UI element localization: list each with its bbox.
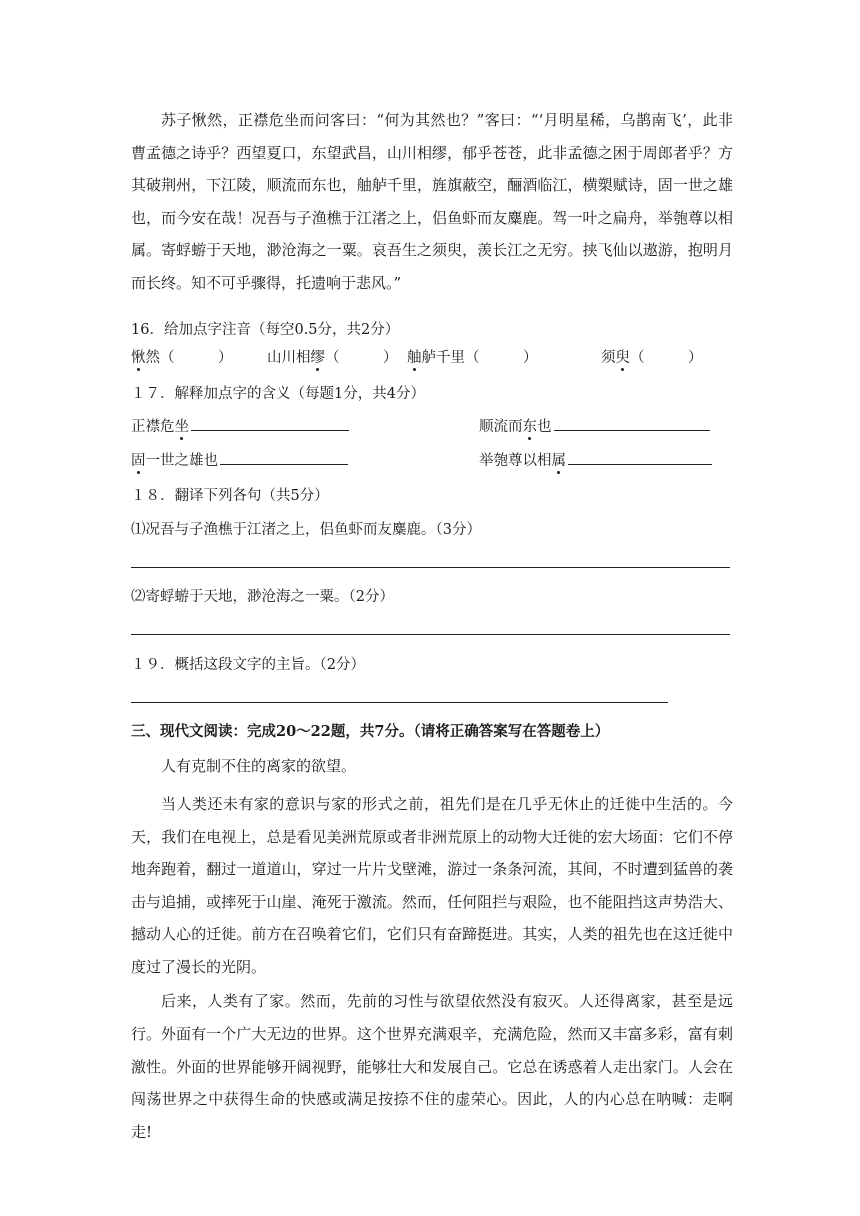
q16-item-2-pre: 山川相	[267, 350, 311, 366]
q16-item-4-pre: 须	[601, 350, 616, 366]
q16-item-4-dotted-char: 臾	[615, 350, 630, 366]
q17-item-1	[131, 414, 349, 436]
q17-item-3-answer-blank[interactable]	[220, 448, 348, 465]
question-17-prompt: １７．解释加点字的含义（每题1分，共4分）	[131, 386, 425, 402]
q16-item-2	[267, 346, 398, 367]
q16-item-1-dotted-char: 愀	[131, 350, 146, 366]
q16-item-1	[131, 346, 233, 367]
classical-passage: 苏子愀然，正襟危坐而问客曰：“何为其然也？”客曰：“‘月明星稀，乌鹊南飞’，此非曹孟德之诗乎？西望夏口，东望武昌，山川相缪，郁乎苍苍，此非孟德之困于周郎者乎？方其破荆州，下江陵，顺流而东也，舳舻千里，旌旗蔽空，酾酒临江，横槊赋诗，固一世之雄也，而今安在哉！况吾与子渔樵于江渚之上，侣鱼虾而友麋鹿。驾一叶之扁舟，举匏尊以相属。寄蜉蝣于天地，渺沧海之一粟。哀吾生之须臾，羡长江之无穷。挟飞仙以遨游，抱明月而长终。知不可乎骤得，托遗响于悲风。”	[131, 111, 733, 292]
q17-item-4-dotted-char: 属	[551, 453, 566, 469]
q17-item-2-dotted-char: 东	[522, 419, 537, 435]
question-16-prompt: 16．给加点字注音（每空0.5分，共2分）	[131, 322, 400, 338]
q16-item-2-post: （ ）	[325, 350, 398, 366]
section-3-heading: 三、现代文阅读：完成20～22题，共7分。（请将正确答案写在答题卷上）	[131, 723, 610, 740]
modern-paragraph-2: 当人类还未有家的意识与家的形式之前，祖先们是在几乎无休止的迁徙中生活的。今天，我们在电视上，总是看见美洲荒原或者非洲荒原上的动物大迁徙的宏大场面：它们不停地奔跑着，翻过一道道山，穿过一片片戈壁滩，游过一条条河流，其间，不时遭到猛兽的袭击与追捕，或摔死于山崖、淹死于激流。然而，任何阻拦与艰险，也不能阻挡这声势浩大、撼动人心的迁徙。前方在召唤着它们，它们只有奋蹄挺进。其实，人类的祖先也在这迁徙中度过了漫长的光阴。	[131, 795, 733, 976]
q17-item-1-pre: 正襟危	[131, 419, 175, 435]
modern-paragraph-1: 人有克制不住的离家的欲望。	[161, 757, 357, 775]
q17-item-4	[479, 448, 712, 470]
q17-item-2-post: 也	[537, 419, 552, 435]
q17-item-1-answer-blank[interactable]	[191, 414, 349, 431]
q17-item-2-pre: 顺流而	[479, 419, 523, 435]
q17-item-2-answer-blank[interactable]	[554, 414, 710, 431]
q16-item-3	[407, 346, 538, 367]
question-18-prompt: １８．翻译下列各句（共5分）	[131, 488, 329, 504]
q17-item-3	[131, 448, 348, 470]
q16-item-3-dotted-char: 舳	[407, 350, 422, 366]
q17-item-4-pre: 举匏尊以相	[479, 453, 552, 469]
q16-item-4	[601, 346, 703, 367]
q17-item-3-post: 一世之雄也	[145, 453, 218, 469]
question-19-prompt: １９．概括这段文字的主旨。（2分）	[131, 657, 365, 673]
q17-item-4-answer-blank[interactable]	[568, 448, 712, 465]
q18-sentence-2-answer-line[interactable]	[131, 634, 730, 635]
q18-sentence-2: ⑵寄蜉蝣于天地，渺沧海之一粟。（2分）	[131, 589, 394, 605]
modern-paragraph-3: 后来，人类有了家。然而，先前的习性与欲望依然没有寂灭。人还得离家，甚至是远行。	[131, 992, 733, 1043]
q16-item-2-dotted-char: 缪	[310, 350, 325, 366]
q16-item-1-post: 然（ ）	[145, 350, 233, 366]
q18-sentence-1-answer-line[interactable]	[131, 567, 730, 568]
q18-sentence-1: ⑴况吾与子渔樵于江渚之上，侣鱼虾而友麋鹿。（3分）	[131, 522, 481, 538]
q17-item-2	[479, 414, 710, 436]
modern-paragraph-4: 外面有一个广大无边的世界。这个世界充满艰辛，充满危险，然而又丰富多彩，富有刺激性。外面的世界能够开阔视野，能够壮大和发展自己。它总在诱惑着人走出家门。人会在闯荡世界之中获得生命的快感或满足按捺不住的虚荣心。因此，人的内心总在呐喊：走啊走!	[131, 1025, 733, 1141]
q17-item-3-dotted-char: 固	[131, 453, 146, 469]
q16-item-3-post: 舻千里（ ）	[421, 350, 538, 366]
q17-item-1-dotted-char: 坐	[174, 419, 189, 435]
q16-item-4-post: （ ）	[630, 350, 703, 366]
q19-answer-line[interactable]	[131, 702, 668, 703]
